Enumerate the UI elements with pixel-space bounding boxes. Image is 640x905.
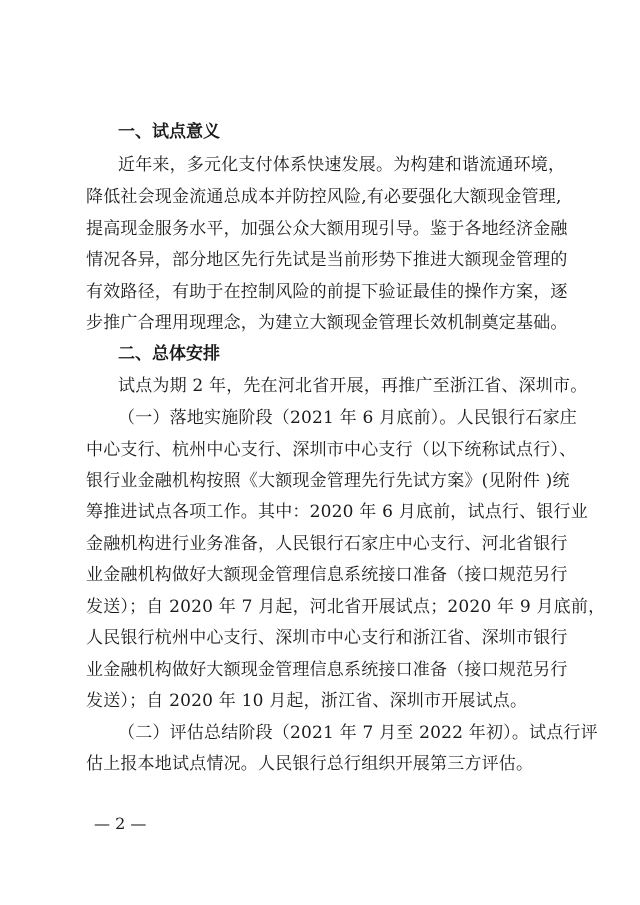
paragraph-line: 业金融机构做好大额现金管理信息系统接口准备（接口规范另行 [86,660,568,680]
paragraph-line: 试点为期 2 年，先在河北省开展，再推广至浙江省、深圳市。 [118,376,588,396]
paragraph-line: 有效路径，有助于在控制风险的前提下验证最佳的操作方案，逐 [86,282,568,302]
section-heading-1: 一、试点意义 [118,122,220,142]
paragraph-line: 提高现金服务水平，加强公众大额用现引导。鉴于各地经济金融 [86,219,568,239]
paragraph-line: 发送）；自 2020 年 7 月起，河北省开展试点；2020 年 9 月底前， [86,597,606,617]
paragraph-line: （二）评估总结阶段（2021 年 7 月至 2022 年初）。试点行评 [118,723,598,743]
page-number: — 2 — [94,814,147,833]
paragraph-line: 估上报本地试点情况。人民银行总行组织开展第三方评估。 [86,754,534,774]
paragraph-line: 降低社会现金流通总成本并防控风险,有必要强化大额现金管理, [86,187,562,207]
paragraph-line: 金融机构进行业务准备，人民银行石家庄中心支行、河北省银行 [86,534,568,554]
paragraph-line: 人民银行杭州中心支行、深圳市中心支行和浙江省、深圳市银行 [86,628,568,648]
paragraph-line: 发送）；自 2020 年 10 月起，浙江省、深圳市开展试点。 [86,691,528,711]
paragraph-line: 银行业金融机构按照《大额现金管理先行先试方案》(见附件 )统 [86,471,570,491]
paragraph-line: 筹推进试点各项工作。其中：2020 年 6 月底前，试点行、银行业 [86,502,588,522]
section-heading-2: 二、总体安排 [118,344,220,364]
paragraph-line: 步推广合理用现理念，为建立大额现金管理长效机制奠定基础。 [86,313,568,333]
paragraph-line: 近年来，多元化支付体系快速发展。为构建和谐流通环境， [118,155,566,175]
paragraph-line: 中心支行、杭州中心支行、深圳市中心支行（以下统称试点行）、 [86,440,577,460]
paragraph-line: 业金融机构做好大额现金管理信息系统接口准备（接口规范另行 [86,565,568,585]
paragraph-line: （一）落地实施阶段（2021 年 6 月底前）。人民银行石家庄 [118,408,577,428]
paragraph-line: 情况各异，部分地区先行先试是当前形势下推进大额现金管理的 [86,250,568,270]
